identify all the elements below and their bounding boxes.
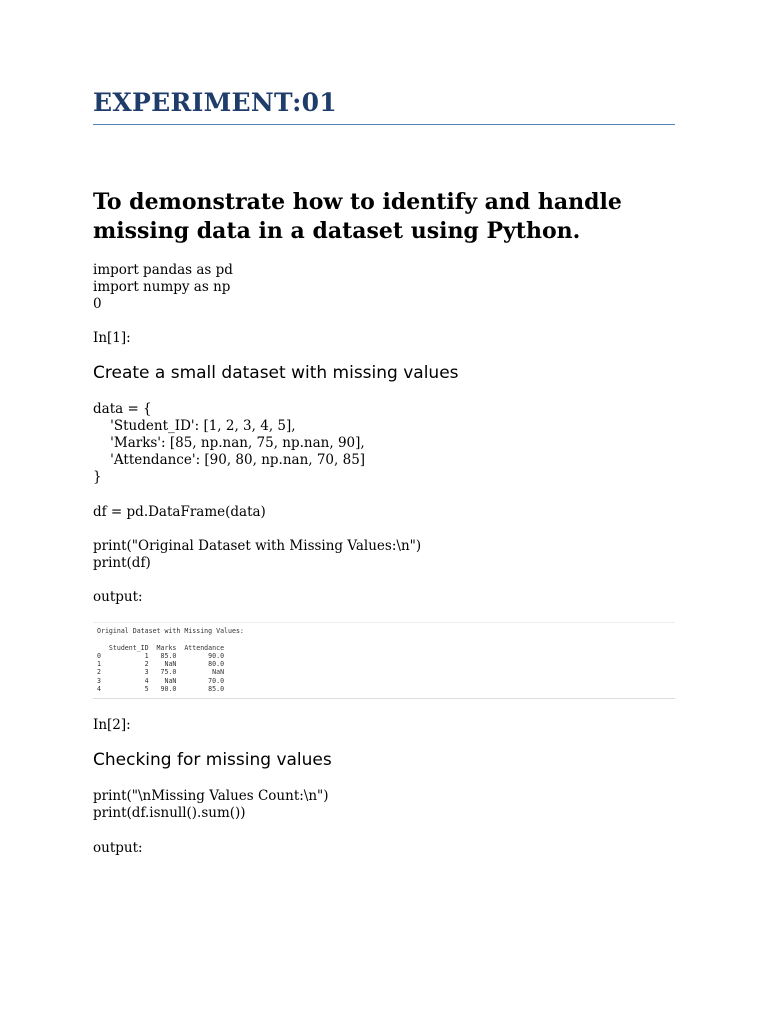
output-screenshot-1 [93, 622, 675, 699]
output-text-1: Original Dataset with Missing Values: Student_ID Marks Attendance 0 1 85.0 90.0 1 2 NaN 80.0 2 3 75.0 NaN 3 4 NaN 70.0 4 5 90.0 85.0 [97, 627, 244, 694]
output-label-2: output: [93, 840, 143, 856]
data-dict-code-block: data = { 'Student_ID': [1, 2, 3, 4, 5], 'Marks': [85, np.nan, 75, np.nan, 90], 'Attendance': [90, 80, np.nan, 70, 85] } [93, 401, 366, 485]
experiment-title: EXPERIMENT:01 [93, 88, 337, 117]
print-code-block: print("Original Dataset with Missing Values:\n") print(df) [93, 538, 422, 571]
section-heading-check-missing: Checking for missing values [93, 750, 332, 770]
title-underline [93, 124, 675, 125]
section-heading-create-dataset: Create a small dataset with missing values [93, 363, 459, 383]
dataframe-code-line: df = pd.DataFrame(data) [93, 504, 266, 520]
aim-heading: To demonstrate how to identify and handle missing data in a dataset using Python. [93, 189, 622, 244]
cell-label-2: In[2]: [93, 717, 131, 733]
cell-label-1: In[1]: [93, 330, 131, 346]
missing-count-code-block: print("\nMissing Values Count:\n") print(df.isnull().sum()) [93, 788, 329, 821]
output-label-1: output: [93, 589, 143, 605]
import-code-block: import pandas as pd import numpy as np 0 [93, 262, 233, 312]
